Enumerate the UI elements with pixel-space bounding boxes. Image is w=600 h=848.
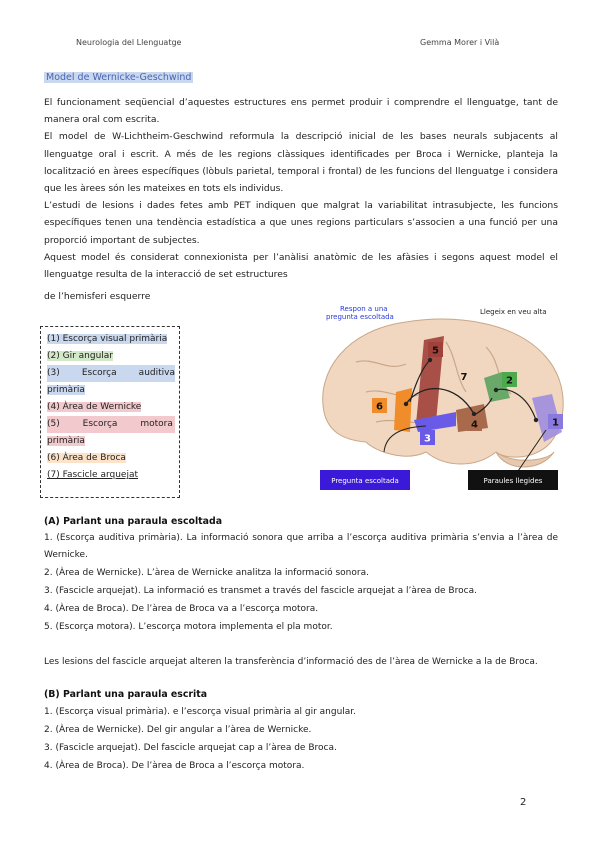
section-a-item-1: 1. (Escorça auditiva primària). La informació sonora que arriba a l’escorça auditiva primària s’envia a l’àrea de Wernicke. [44, 533, 558, 561]
paragraph-4: Aquest model és considerat connexionista per l’anàlisi anatòmic de les afàsies i segons aquest model el llenguatge resulta de la interacció de set estructures [44, 251, 558, 281]
legend-item-4: (4) Àrea de Wernicke [47, 402, 142, 412]
intro-paragraphs [44, 94, 558, 283]
label-answer-heard: Respon a una [340, 305, 388, 313]
legend-item-1: (1) Escorça visual primària [47, 334, 168, 344]
region-number-6: 6 [376, 401, 383, 413]
header-right: Gemma Morer i Vilà [420, 38, 500, 47]
header-left: Neurologia del Llenguatge [76, 38, 182, 47]
legend-item-3: (3) Escorça auditiva primària [47, 365, 175, 399]
legend-item-2: (2) Gir angular [47, 351, 113, 361]
section-b-item-1: 1. (Escorça visual primària). e l’escorça visual primària al gir angular. [44, 707, 357, 717]
section-a-note: Les lesions del fascicle arquejat alteren la transferència d’informació des de l’àrea de Wernicke a la de Broca. [44, 657, 538, 667]
label-read-words: Paraules llegides [483, 477, 543, 485]
paragraph-5: de l’hemisferi esquerre [44, 291, 151, 302]
region-number-3: 3 [424, 433, 431, 445]
page-number: 2 [520, 797, 527, 808]
section-a-item-4: 4. (Àrea de Broca). De l’àrea de Broca va a l’escorça motora. [44, 604, 319, 614]
region-number-1: 1 [552, 417, 559, 429]
legend-item-5: (5) Escorça motora primària [47, 416, 175, 450]
paragraph-2: El model de W-Lichtheim-Geschwind reformula la descripció inicial de les bases neurals subjacents al llenguatge oral i escrit. A més de les regions clàssiques identificades per Broca i Wernicke, planteja la localització en àrees específiques (lòbuls parietal, temporal i frontal) de les funcions del llenguatge i considera que les àrees són les mateixes en tots els individus. [44, 131, 558, 195]
region-number-2: 2 [506, 375, 513, 387]
section-b-item-2: 2. (Àrea de Wernicke). Del gir angular a l’àrea de Wernicke. [44, 725, 312, 735]
legend-box [40, 326, 180, 498]
broca-region [394, 388, 412, 432]
legend-item-7: (7) Fascicle arquejat [47, 470, 139, 480]
paragraph-1: El funcionament seqüencial d’aquestes estructures ens permet produir i comprendre el llenguatge, tant de manera oral com escrita. [44, 97, 558, 126]
section-b-heading: (B) Parlant una paraula escrita [44, 689, 208, 700]
brain-illustration [306, 302, 576, 492]
region-number-4: 4 [471, 419, 478, 431]
svg-text:pregunta escoltada: pregunta escoltada [326, 313, 394, 321]
section-b-item-4: 4. (Àrea de Broca). De l’àrea de Broca a l’escorça motora. [44, 761, 305, 771]
region-number-7: 7 [460, 372, 468, 383]
section-a-heading: (A) Parlant una paraula escoltada [44, 516, 223, 527]
label-heard-question: Pregunta escoltada [331, 477, 399, 485]
label-read-aloud: Llegeix en veu alta [480, 308, 547, 316]
section-title: Model de Wernicke-Geschwind [46, 72, 192, 83]
brain-figure [306, 302, 576, 492]
legend-item-6: (6) Àrea de Broca [47, 453, 126, 463]
section-a-item-5: 5. (Escorça motora). L’escorça motora implementa el pla motor. [44, 622, 333, 632]
region-number-5: 5 [432, 345, 439, 357]
section-a-item-2: 2. (Àrea de Wernicke). L’àrea de Wernicke analitza la informació sonora. [44, 568, 369, 578]
section-b-item-3: 3. (Fascicle arquejat). Del fascicle arquejat cap a l’àrea de Broca. [44, 743, 337, 753]
paragraph-3: L’estudi de lesions i dades fetes amb PET indiquen que malgrat la variabilitat intrasubjecte, les funcions específiques tenen una tendència estadística a que unes regions particulars s’associen a una funció per una proporció important de subjectes. [44, 200, 558, 246]
section-a-item-3: 3. (Fascicle arquejat). La informació es transmet a través del fascicle arquejat a l’àrea de Broca. [44, 586, 477, 596]
